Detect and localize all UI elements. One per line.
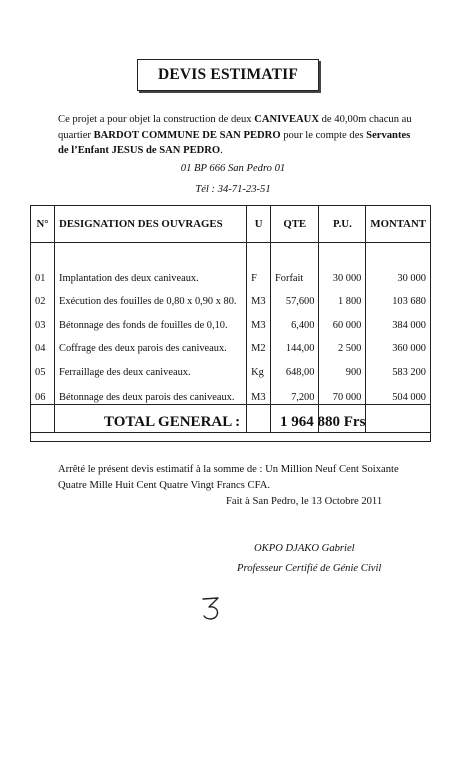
row-num: 03	[31, 314, 55, 338]
table-header-row	[31, 206, 431, 243]
intro-text-4: .	[220, 145, 223, 156]
row-unit: F	[247, 267, 271, 291]
header-designation: DESIGNATION DES OUVRAGES	[55, 206, 247, 243]
row-designation: Bétonnage des fonds de fouilles de 0,10.	[55, 314, 247, 338]
row-qty: 6,400	[271, 314, 319, 338]
row-num: 01	[31, 267, 55, 291]
postal-address: 01 BP 666 San Pedro 01	[180, 163, 286, 174]
row-pu: 2 500	[319, 337, 366, 361]
row-designation: Bétonnage des deux parois des caniveaux.	[55, 384, 247, 433]
intro-text-2: de 40,00m chacun au quartier	[58, 114, 412, 141]
row-pu: 1 800	[319, 290, 366, 314]
row-unit: Kg	[247, 361, 271, 385]
row-amount: 583 200	[366, 361, 431, 385]
table-row	[31, 361, 431, 385]
header-amount: MONTANT	[366, 206, 431, 243]
row-unit: M2	[247, 337, 271, 361]
row-amount: 384 000	[366, 314, 431, 338]
row-num: 04	[31, 337, 55, 361]
intro-text-1: Ce projet a pour objet la construction de deux	[58, 114, 255, 125]
row-pu: 70 000	[319, 384, 366, 433]
header-num: N°	[31, 206, 55, 243]
row-amount: 30 000	[366, 267, 431, 291]
total-value: 1 964 880 Frs	[280, 414, 366, 430]
row-designation: Implantation des deux caniveaux.	[55, 267, 247, 291]
total-label: TOTAL GENERAL :	[104, 414, 241, 430]
intro-bold-3: Servantes de l’Enfant JESUS de SAN PEDRO	[58, 129, 411, 156]
row-unit: M3	[247, 314, 271, 338]
row-unit: M3	[247, 384, 271, 433]
place-and-date: Fait à San Pedro, le 13 Octobre 2011	[226, 496, 383, 507]
table-row	[31, 314, 431, 338]
row-qty: 57,600	[271, 290, 319, 314]
row-qty: Forfait	[271, 267, 319, 291]
intro-bold-1: CANIVEAUX	[254, 114, 319, 125]
intro-text-3: pour le compte des	[280, 129, 367, 141]
header-qty: QTE	[271, 206, 319, 243]
header-unit: U	[247, 206, 271, 243]
row-designation: Coffrage des deux parois des caniveaux.	[55, 337, 247, 361]
signer-title: Professeur Certifié de Génie Civil	[237, 563, 382, 574]
row-num: 02	[31, 290, 55, 314]
row-designation: Exécution des fouilles de 0,80 x 0,90 x 80.	[55, 290, 247, 314]
total-row	[30, 404, 431, 442]
row-amount: 360 000	[366, 337, 431, 361]
intro-paragraph	[58, 112, 418, 159]
phone-number: Tél : 34-71-23-51	[195, 184, 271, 195]
table-row	[31, 267, 431, 291]
closing-statement: Arrêté le présent devis estimatif à la somme de : Un Million Neuf Cent Soixante Quatre Mille Huit Cent Quatre Vingt Francs CFA.	[58, 464, 399, 491]
row-qty: 648,00	[271, 361, 319, 385]
row-unit: M3	[247, 290, 271, 314]
row-num: 05	[31, 361, 55, 385]
estimate-table	[30, 205, 431, 433]
row-qty: 7,200	[271, 384, 319, 433]
intro-bold-2: BARDOT COMMUNE DE SAN PEDRO	[93, 129, 281, 141]
handwritten-page-number	[200, 595, 222, 621]
table-row	[31, 290, 431, 314]
header-pu: P.U.	[319, 206, 366, 243]
table-row	[31, 337, 431, 361]
row-pu: 60 000	[319, 314, 366, 338]
row-designation: Ferraillage des deux caniveaux.	[55, 361, 247, 385]
row-pu: 900	[319, 361, 366, 385]
document-title: DEVIS ESTIMATIF	[137, 59, 319, 91]
signer-name: OKPO DJAKO Gabriel	[254, 543, 355, 554]
row-amount: 103 680	[366, 290, 431, 314]
row-qty: 144,00	[271, 337, 319, 361]
row-amount: 504 000	[366, 384, 431, 433]
row-pu: 30 000	[319, 267, 366, 291]
row-num: 06	[31, 384, 55, 433]
